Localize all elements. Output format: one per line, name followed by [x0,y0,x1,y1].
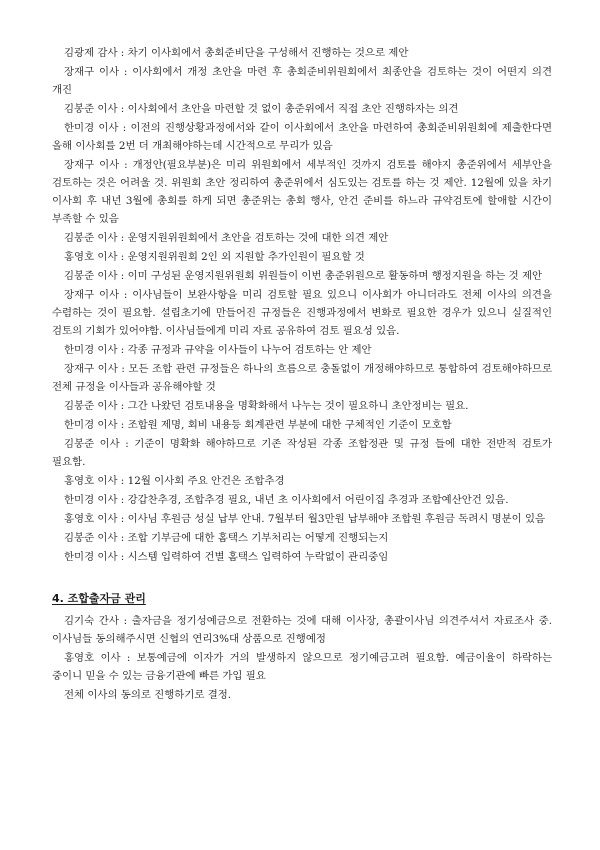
minutes-paragraph: 장재구 이사 : 모든 조합 관련 규정들은 하나의 흐름으로 충돌없이 개정해야하므로 통합하여 검토해야하므로 전체 규정을 이사들과 공유해야할 것 [52,363,552,393]
minutes-paragraph: 한미경 이사 : 시스템 입력하여 건별 홈택스 입력하여 누락없이 관리중임 [64,551,389,563]
meeting-minutes [52,44,552,566]
section-heading: 4. 조합출자금 관리 [52,592,146,605]
minutes-paragraph: 장재구 이사 : 이사회에서 개정 초안을 마련 후 총회준비위원회에서 최종안을 검토하는 것이 어떤지 의견 개진 [52,66,552,96]
minutes-paragraph: 한미경 이사 : 각종 규정과 규약을 이사들이 나누어 검토하는 안 제안 [64,344,372,356]
minutes-paragraph: 한미경 이사 : 조합원 제명, 회비 내용등 회계관련 부분에 대한 구체적인 기준이 모호함 [64,419,452,431]
minutes-paragraph: 홍영호 이사 : 운영지원위원회 2인 외 지원할 추가인원이 필요할 것 [64,251,365,263]
minutes-paragraph: 홍영호 이사 : 12월 이사회 주요 안건은 조합추경 [64,475,285,487]
minutes-paragraph: 홍영호 이사 : 이사님 후원금 성실 납부 안내. 7월부터 월3만원 납부해야 조합원 후원금 독려시 명분이 있음 [64,513,546,525]
minutes-paragraph: 한미경 이사 : 이전의 진행상황과정에서와 같이 이사회에서 초안을 마련하여 총회준비위원회에 제출한다면 올해 이사회를 2번 더 개최해야하는데 시간적으로 무리가 있음 [52,122,552,152]
document-page [52,44,552,705]
minutes-paragraph: 김봉준 이사 : 이미 구성된 운영지원위원회 위원들이 이번 총준위원으로 활동하며 행정지원을 하는 것 제안 [64,270,543,282]
minutes-paragraph: 김봉준 이사 : 기준이 명확화 해야하므로 기존 작성된 각종 조합정관 및 규정 들에 대한 전반적 검토가 필요함. [52,438,552,468]
minutes-paragraph: 김봉준 이사 : 그간 나왔던 검토내용을 명확화해서 나누는 것이 필요하니 초안정비는 필요. [64,400,469,412]
minutes-paragraph: 김봉준 이사 : 운영지원위원회에서 초안을 검토하는 것에 대한 의견 제안 [64,232,389,244]
minutes-paragraph: 장재구 이사 : 이사님들이 보완사항을 미리 검토할 필요 있으니 이사회가 아니더라도 전체 이사의 의견을 수렴하는 것이 필요함. 설립초기에 만들어진 규정들은 진행과정에서 변화로 필요한 경우가 있으니 실질적인 검토의 기회가 있어야함. 이사님들에게 미리 자료 공유하여 검토 필요성 있음. [52,289,552,337]
section-paragraph: 전체 이사의 동의로 진행하기로 결정. [64,689,232,701]
section-paragraph: 홍영호 이사 : 보통예금에 이자가 거의 발생하지 않으므로 정기예금고려 필요함. 예금이율이 하락하는 중이니 믿을 수 있는 금융기관에 빠른 가입 필요 [52,652,552,682]
minutes-paragraph: 한미경 이사 : 강갑찬추경, 조합추경 필요, 내년 초 이사회에서 어린이집 추경과 조합예산안건 있음. [64,494,509,506]
minutes-paragraph: 김봉준 이사 : 이사회에서 초안을 마련할 것 없이 총준위에서 직접 초안 진행하자는 의견 [64,103,459,115]
section-investment-management [52,590,552,704]
section-paragraph: 김기숙 간사 : 출자금을 정기성예금으로 전환하는 것에 대해 이사장, 총괄이사님 의견주셔서 자료조사 중. 이사님들 동의해주시면 신협의 연리3%대 상품으로 진행예정 [52,615,552,645]
minutes-paragraph: 김봉준 이사 : 조합 기부금에 대한 홈택스 기부처리는 어떻게 진행되는지 [64,532,389,544]
minutes-paragraph: 장재구 이사 : 개정안(필요부분)은 미리 위원회에서 세부적인 것까지 검토를 해야지 총준위에서 세부안을 검토하는 것은 어려울 것. 위원회 초안 정리하여 총준위에서 심도있는 검토를 하는 것 제안. 12월에 있을 차기 이사회 후 내년 3월에 총회를 하게 되면 총준위는 총회 행사, 안건 준비를 하느라 규약검토에 할애할 시간이 부족할 수 있음 [52,159,552,225]
minutes-paragraph: 김광제 감사 : 차기 이사회에서 총회준비단을 구성해서 진행하는 것으로 제안 [64,47,409,59]
